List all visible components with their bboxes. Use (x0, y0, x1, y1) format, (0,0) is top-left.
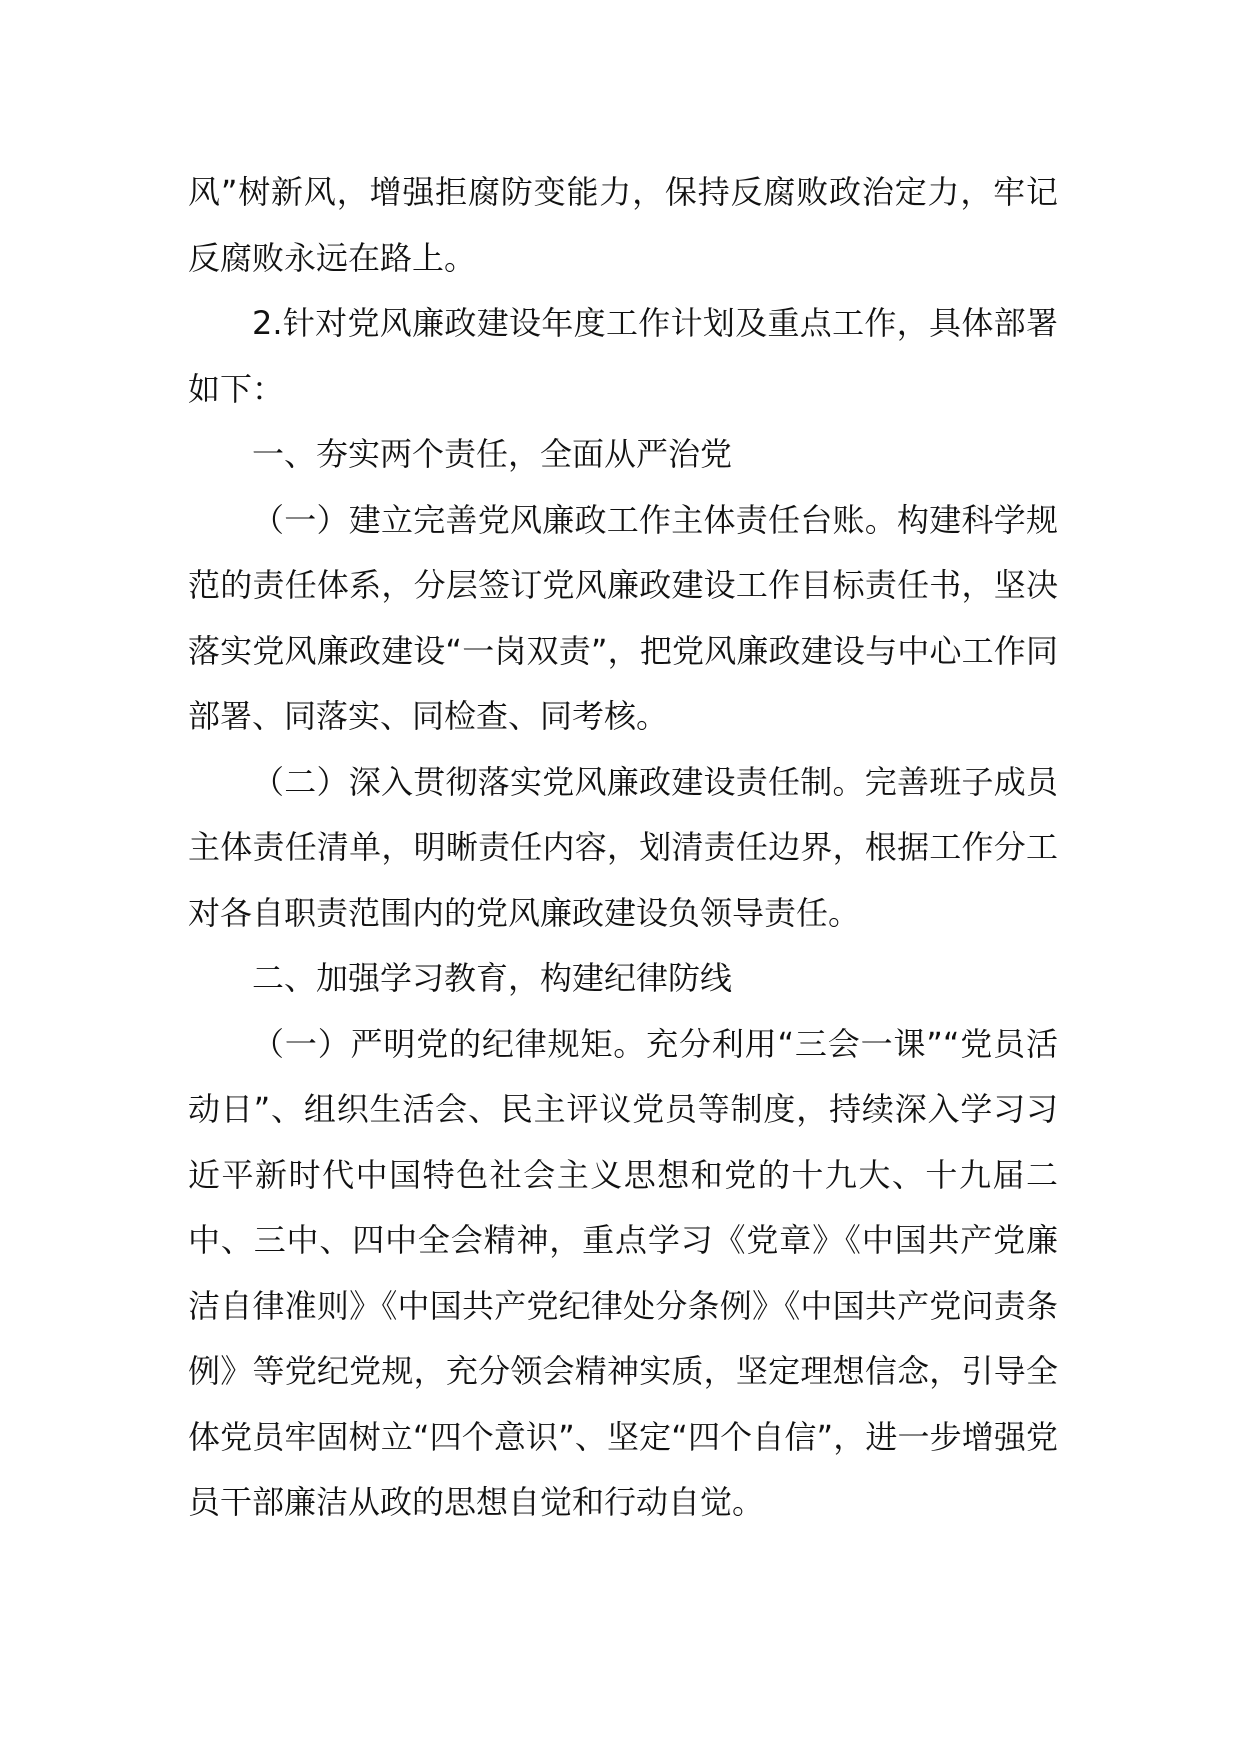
section-heading-1: 一、夯实两个责任，全面从严治党 (252, 435, 733, 473)
document-body (188, 160, 1058, 1536)
paragraph-1-2: （二）深入贯彻落实党风廉政建设责任制。完善班子成员主体责任清单，明晰责任内容，划清责任边界，根据工作分工对各自职责范围内的党风廉政建设负领导责任。 (188, 762, 1058, 932)
paragraph-1-1: （一）建立完善党风廉政工作主体责任台账。构建科学规范的责任体系，分层签订党风廉政建设工作目标责任书，坚决落实党风廉政建设“一岗双责”，把党风廉政建设与中心工作同部署、同落实、同检查、同考核。 (188, 500, 1058, 735)
paragraph-continuation: 风”树新风，增强拒腐防变能力，保持反腐败政治定力，牢记反腐败永远在路上。 (188, 173, 1058, 277)
paragraph-item-2: 2.针对党风廉政建设年度工作计划及重点工作，具体部署如下： (188, 304, 1058, 408)
section-heading-2: 二、加强学习教育，构建纪律防线 (252, 959, 733, 997)
paragraph-2-1: （一）严明党的纪律规矩。充分利用“三会一课”“党员活动日”、组织生活会、民主评议党员等制度，持续深入学习习近平新时代中国特色社会主义思想和党的十九大、十九届二中、三中、四中全会精神，重点学习《党章》《中国共产党廉洁自律准则》《中国共产党纪律处分条例》《中国共产党问责条例》等党纪党规，充分领会精神实质，坚定理想信念，引导全体党员牢固树立“四个意识”、坚定“四个自信”，进一步增强党员干部廉洁从政的思想自觉和行动自觉。 (188, 1024, 1058, 1521)
